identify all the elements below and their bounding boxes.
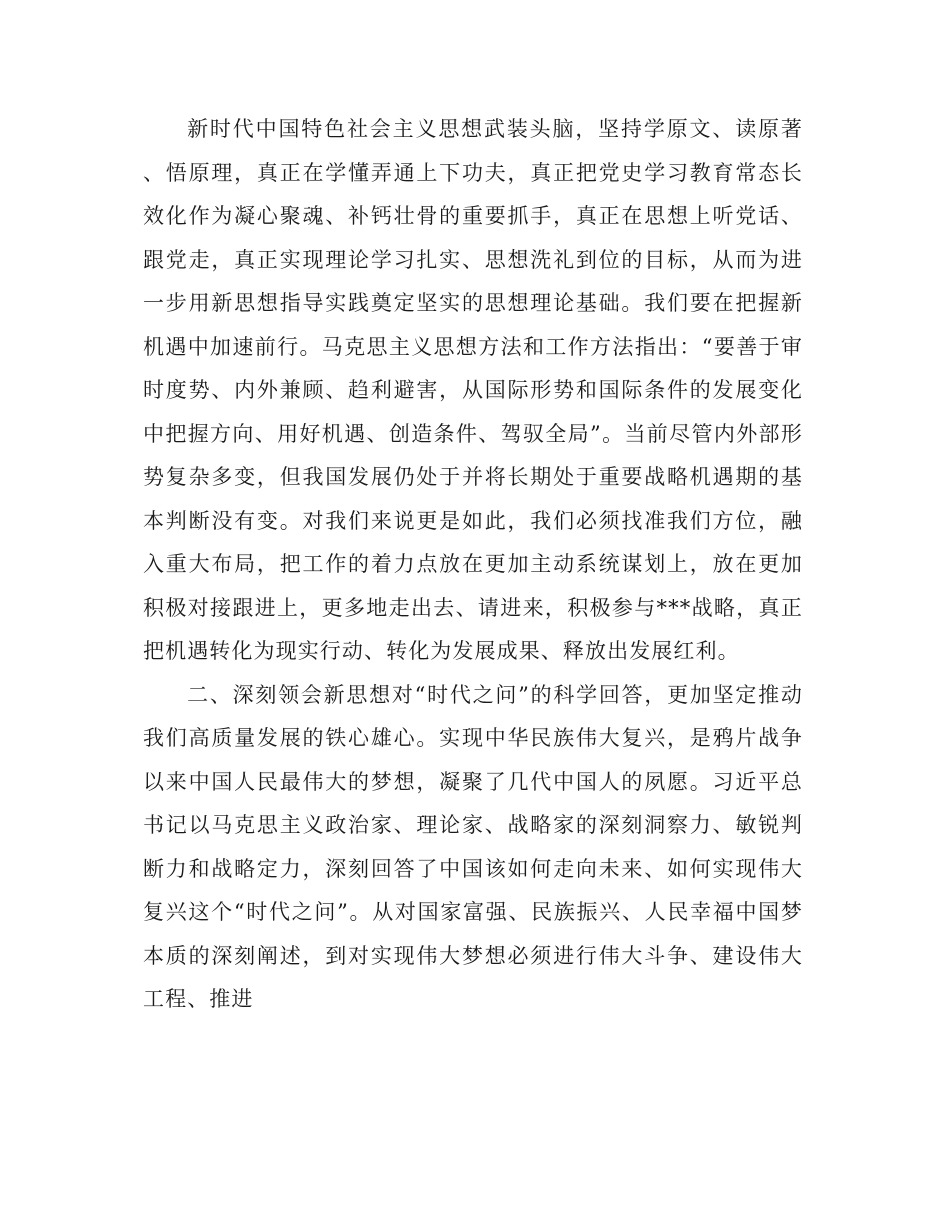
paragraph-2: 二、深刻领会新思想对“时代之问”的科学回答，更加坚定推动我们高质量发展的铁心雄心。实现中华民族伟大复兴，是鸦片战争以来中国人民最伟大的梦想，凝聚了几代中国人的夙愿。习近平总书记以马克思主义政治家、理论家、战略家的深刻洞察力、敏锐判断力和战略定力，深刻回答了中国该如何走向未来、如何实现伟大复兴这个“时代之问”。从对国家富强、民族振兴、人民幸福中国梦本质的深刻阐述，到对实现伟大梦想必须进行伟大斗争、建设伟大工程、推进 — [143, 682, 803, 1011]
document-body — [143, 108, 803, 1022]
paragraph-1: 新时代中国特色社会主义思想武装头脑，坚持学原文、读原著、悟原理，真正在学懂弄通上下功夫，真正把党史学习教育常态长效化作为凝心聚魂、补钙壮骨的重要抓手，真正在思想上听党话、跟党走，真正实现理论学习扎实、思想洗礼到位的目标，从而为进一步用新思想指导实践奠定坚实的思想理论基础。我们要在把握新机遇中加速前行。马克思主义思想方法和工作方法指出：“要善于审时度势、内外兼顾、趋利避害，从国际形势和国际条件的发展变化中把握方向、用好机遇、创造条件、驾驭全局”。当前尽管内外部形势复杂多变，但我国发展仍处于并将长期处于重要战略机遇期的基本判断没有变。对我们来说更是如此，我们必须找准我们方位，融入重大布局，把工作的着力点放在更加主动系统谋划上，放在更加积极对接跟进上，更多地走出去、请进来，积极参与***战略，真正把机遇转化为现实行动、转化为发展成果、释放出发展红利。 — [143, 117, 803, 663]
